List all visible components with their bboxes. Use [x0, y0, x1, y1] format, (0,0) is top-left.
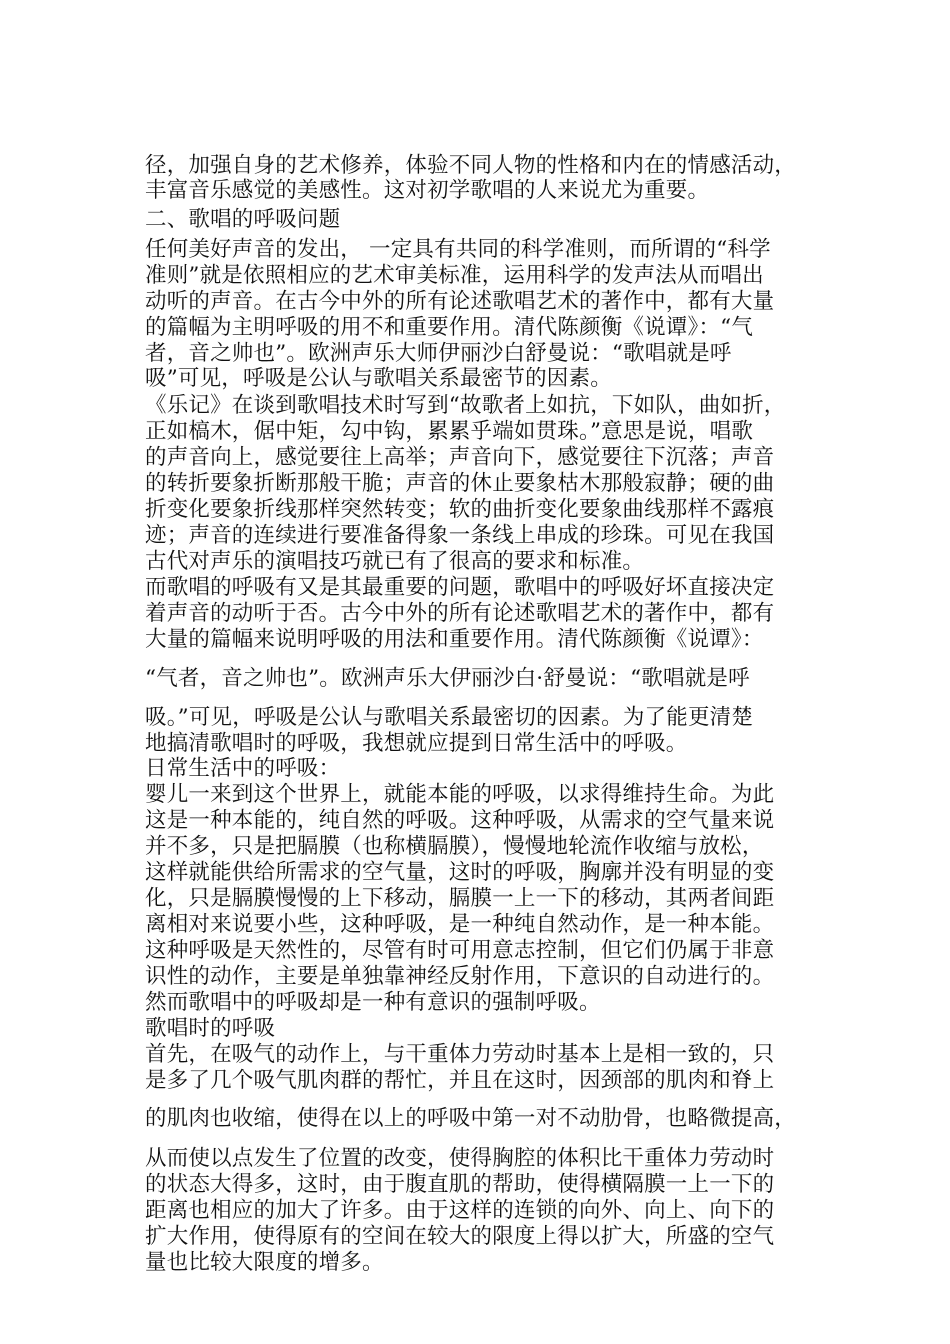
text-line: 婴儿一来到这个世界上，就能本能的呼吸，以求得维持生命。为此 [145, 782, 775, 807]
text-line: 丰富音乐感觉的美感性。这对初学歌唱的人来说尤为重要。 [145, 178, 710, 203]
text-line: 首先，在吸气的动作上，与干重体力劳动时基本上是相一致的，只 [145, 1042, 775, 1067]
text-line: 吸”可见，呼吸是公认与歌唱关系最密节的因素。 [145, 366, 612, 391]
subsection-heading: 日常生活中的呼吸： [145, 756, 341, 781]
text-line: 的篇幅为主明呼吸的用不和重要作用。清代陈颜衡《说谭》：“气 [145, 315, 754, 340]
text-line: 折变化要象折线那样突然转变；软的曲折变化要象曲线那样不露痕 [145, 497, 775, 522]
text-line: 吸。”可见，呼吸是公认与歌唱关系最密切的因素。为了能更清楚 [145, 705, 754, 730]
text-line: 任何美好声音的发出， 一定具有共同的科学准则，而所谓的“科学 [145, 237, 771, 262]
text-line: 化，只是膈膜慢慢的上下移动，膈膜一上一下的移动，其两者间距 [145, 886, 775, 911]
text-line: 而歌唱的呼吸有又是其最重要的问题，歌唱中的呼吸好坏直接决定 [145, 575, 775, 600]
text-line: 从而使以点发生了位置的改变，使得胸腔的体积比干重体力劳动时 [145, 1146, 775, 1171]
text-line: 迹；声音的连续进行要准备得象一条线上串成的珍珠。可见在我国 [145, 523, 775, 548]
text-line: 动听的声音。在古今中外的所有论述歌唱艺术的著作中，都有大量 [145, 289, 775, 314]
text-line: 正如槁木，倨中矩，勾中钩，累累乎端如贯珠。”意思是说，唱歌 [145, 419, 754, 444]
text-line: 着声音的动听于否。古今中外的所有论述歌唱艺术的著作中，都有 [145, 601, 775, 626]
text-line: 者，音之帅也”。欧洲声乐大师伊丽沙白舒曼说：“歌唱就是呼 [145, 341, 732, 366]
text-line: 的转折要象折断那般干脆；声音的休止要象枯木那般寂静；硬的曲 [145, 471, 775, 496]
text-line: 量也比较大限度的增多。 [145, 1250, 384, 1275]
text-line: 《乐记》在谈到歌唱技术时写到“故歌者上如抗，下如队，曲如折， [145, 393, 786, 418]
text-line: 的状态大得多，这时，由于腹直肌的帮助，使得横隔膜一上一下的 [145, 1172, 775, 1197]
text-line: 大量的篇幅来说明呼吸的用法和重要作用。清代陈颜衡《说谭》： [145, 627, 764, 652]
section-heading: 二、歌唱的呼吸问题 [145, 207, 341, 232]
subsection-heading: 歌唱时的呼吸 [145, 1016, 276, 1041]
text-line: 离相对来说要小些，这种呼吸，是一种纯自然动作，是一种本能。 [145, 912, 775, 937]
text-line: 是多了几个吸气肌肉群的帮忙，并且在这时，因颈部的肌肉和脊上 [145, 1068, 775, 1093]
text-line: 识性的动作，主要是单独靠神经反射作用，下意识的自动进行的。 [145, 964, 775, 989]
text-line: 地搞清歌唱时的呼吸，我想就应提到日常生活中的呼吸。 [145, 731, 688, 756]
text-line: 然而歌唱中的呼吸却是一种有意识的强制呼吸。 [145, 990, 601, 1015]
text-line: 这样就能供给所需求的空气量，这时的呼吸，胸廓并没有明显的变 [145, 860, 775, 885]
text-line: 古代对声乐的演唱技巧就已有了很高的要求和标准。 [145, 549, 645, 574]
text-line: 这是一种本能的，纯自然的呼吸。这种呼吸，从需求的空气量来说 [145, 808, 775, 833]
text-line: 距离也相应的加大了许多。由于这样的连锁的向外、向上、向下的 [145, 1198, 775, 1223]
text-line: 并不多，只是把膈膜（也称横膈膜），慢慢地轮流作收缩与放松， [145, 834, 764, 859]
text-line: 的声音向上，感觉要往上高举；声音向下，感觉要往下沉落；声音 [145, 445, 775, 470]
text-line: 的肌肉也收缩，使得在以上的呼吸中第一对不动肋骨，也略微提高， [145, 1106, 797, 1131]
text-line: 这种呼吸是天然性的，尽管有时可用意志控制，但它们仍属于非意 [145, 938, 775, 963]
text-line: “气者，音之帅也”。欧洲声乐大伊丽沙白·舒曼说：“歌唱就是呼 [145, 666, 750, 691]
text-line: 扩大作用，使得原有的空间在较大的限度上得以扩大，所盛的空气 [145, 1224, 775, 1249]
text-line: 径，加强自身的艺术修养，体验不同人物的性格和内在的情感活动， [145, 153, 797, 178]
text-line: 准则”就是依照相应的艺术审美标准，运用科学的发声法从而唱出 [145, 263, 764, 288]
